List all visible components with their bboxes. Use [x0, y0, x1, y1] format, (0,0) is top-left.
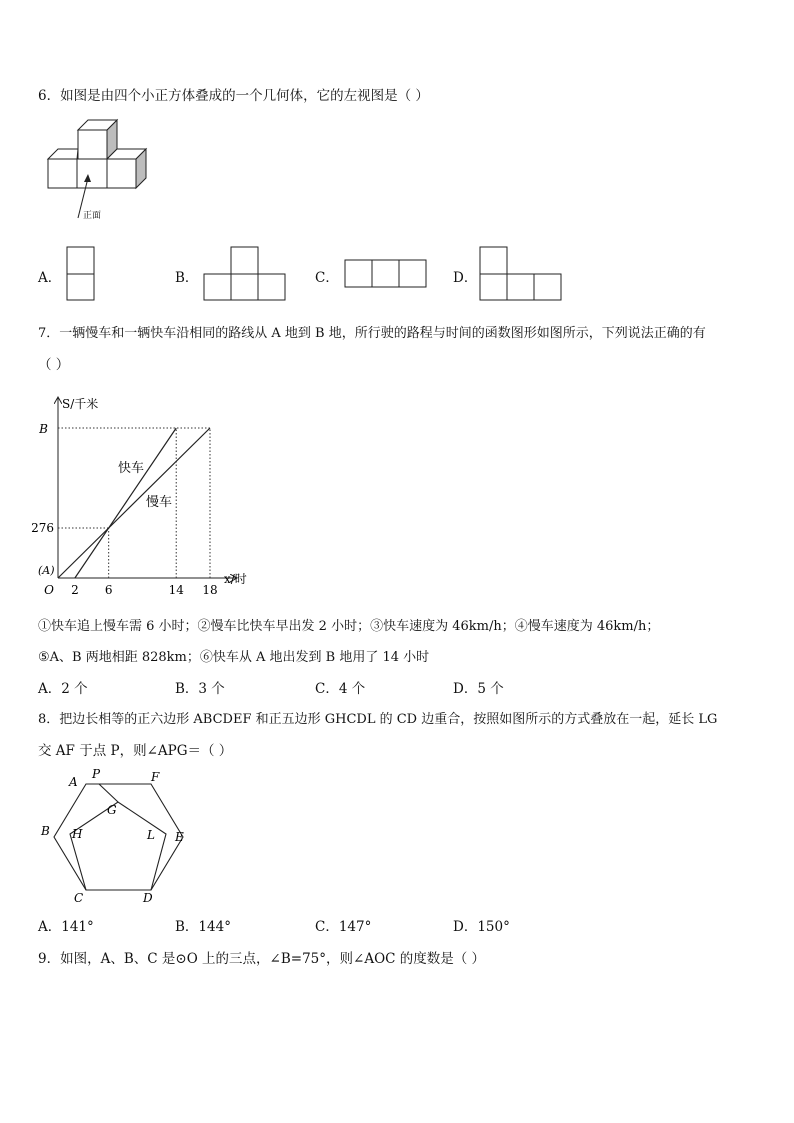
q7-option-d: D．5 个 [453, 681, 504, 697]
y-tick-label-276: 276 [31, 521, 54, 535]
label-C: C [74, 891, 84, 905]
q6-option-c-figure [344, 259, 428, 289]
x-axis-label: x/时 [224, 572, 247, 586]
label-P: P [92, 767, 101, 781]
label-B: B [41, 824, 50, 838]
label-E: E [175, 830, 184, 844]
q6-option-b-figure [203, 246, 287, 302]
origin-label-o: O [44, 583, 54, 597]
q8-option-c: C．147° [315, 919, 372, 935]
q7-option-c: C．4 个 [315, 681, 366, 697]
label-H: H [72, 827, 83, 841]
pentagon-ghcdl [70, 802, 166, 890]
q6-option-c-label: C． [315, 270, 339, 286]
x-tick-label-6: 6 [104, 583, 113, 597]
x-tick-label-2: 2 [71, 583, 79, 597]
series-line-1 [58, 428, 210, 578]
q8-option-d: D．150° [453, 919, 510, 935]
q7-option-a: A．2 个 [38, 681, 88, 697]
label-G: G [107, 803, 117, 817]
series-label-0: 快车 [118, 461, 145, 476]
q8-hexagon-pentagon-figure [36, 764, 196, 906]
q6-option-a-label: A． [38, 270, 62, 286]
q8-option-a: A．141° [38, 919, 94, 935]
q8-stem-line2: 交 AF 于点 P，则∠APG＝（ ） [38, 743, 233, 759]
label-L: L [147, 828, 155, 842]
q7-line-chart [30, 392, 260, 602]
q7-statements-line1: ①快车追上慢车需 6 小时；②慢车比快车早出发 2 小时；③快车速度为 46km/h；④慢车速度为 46km/h； [38, 619, 660, 634]
q7-statements-line2: ⑤A、B 两地相距 828km；⑥快车从 A 地出发到 B 地用了 14 小时 [38, 650, 430, 665]
series-label-1: 慢车 [146, 495, 173, 510]
q6-option-b-label: B． [175, 270, 199, 286]
x-tick-label-18: 18 [202, 583, 218, 597]
q8-option-b: B．144° [175, 919, 231, 935]
q6-option-d-figure [479, 246, 563, 302]
q9-stem: 9．如图，A、B、C 是⊙O 上的三点，∠B=75°，则∠AOC 的度数是（ ） [38, 951, 486, 967]
q8-stem-line1: 8．把边长相等的正六边形 ABCDEF 和正五边形 GHCDL 的 CD 边重合，按照如图所示的方式叠放在一起，延长 LG [38, 712, 718, 727]
label-A: A [69, 775, 78, 789]
q7-stem-line1: 7．一辆慢车和一辆快车沿相同的路线从 A 地到 B 地，所行驶的路程与时间的函数图形如图所示，下列说法正确的有 [38, 326, 706, 341]
q7-option-b: B．3 个 [175, 681, 225, 697]
y-tick-label-b: B [39, 422, 48, 436]
q6-option-a-figure [66, 246, 96, 302]
segment-gp [99, 784, 118, 802]
q6-option-d-label: D． [453, 270, 478, 286]
y-axis-label: S/千米 [62, 397, 99, 411]
x-tick-label-14: 14 [168, 583, 184, 597]
q7-stem-line2: （ ） [38, 357, 70, 373]
label-D: D [143, 891, 153, 905]
front-label: 正面 [83, 211, 102, 221]
q6-stem: 6．如图是由四个小正方体叠成的一个几何体，它的左视图是（ ） [38, 88, 429, 104]
origin-label-a: (A) [38, 564, 55, 577]
label-F: F [151, 770, 160, 784]
